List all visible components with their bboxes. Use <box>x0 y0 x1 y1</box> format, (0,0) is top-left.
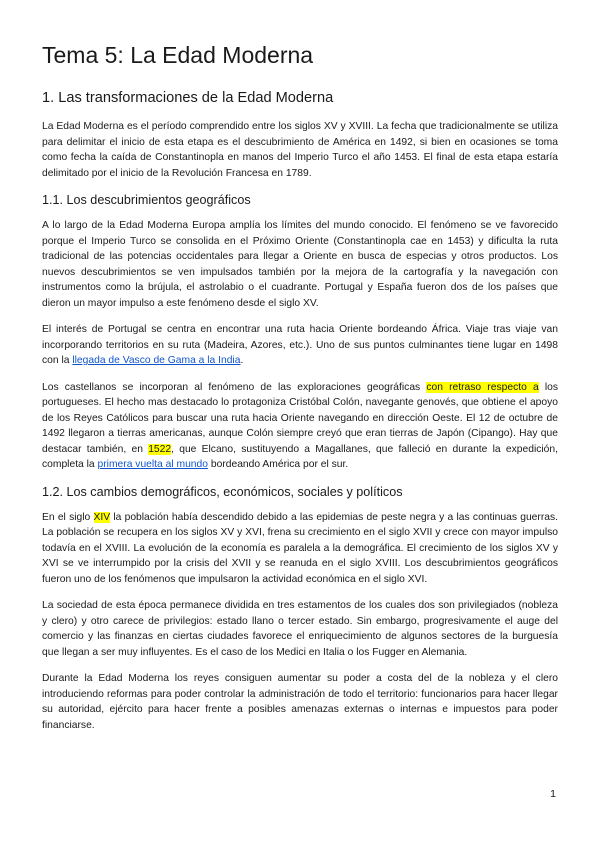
subsection-heading-changes: 1.2. Los cambios demográficos, económicos, sociales y políticos <box>42 484 403 499</box>
discoveries-paragraph-1: A lo largo de la Edad Moderna Europa amplía los límites del mundo conocido. El fenómeno se ve favorecido porque el Imperio Turco se consolida en el Próximo Oriente (Constantinopla cae en 1453) y dificulta la ruta tradicional de las potencias occidentales para llegar a Oriente en busca de especias y otros productos. Los nuevos descubrimientos se ven impulsados también por la mejora de la cartografía y la navegación con instrumentos como la brújula, el astrolabio o el cuadrante. Portugal y España fueron dos de los países que dieron un mayor impulso a este fenómeno desde el siglo XV. <box>42 220 558 309</box>
text: los portugueses. El hecho mas destacado lo protagoniza Cristóbal Colón, navegante genovés, que obtiene el apoyo de los Reyes Católicos para buscar una ruta hacia Oriente navegando en dirección Oeste. El 12 de octubre de 1492 llegaron a tierras americanas, aunque Colón siempre creyó que eran tierras de Japón (Cipango). Hay que destacar también, en <box>42 381 559 455</box>
vasco-de-gama-link[interactable]: llegada de Vasco de Gama a la India <box>72 355 241 366</box>
changes-paragraph-2: La sociedad de esta época permanece dividida en tres estamentos de los cuales dos son privilegiados (nobleza y clero) y otro carece de privilegios: estado llano o tercer estado. Sin embargo, progresivamente el auge del comercio y las finanzas en ciertas ciudades favorece el enriquecimiento de algunos sectores de la burguesía que llegan a ser muy influyentes. Es el caso de los Medici en Italia o los Fugger en Alemania. <box>42 600 558 658</box>
intro-paragraph: La Edad Moderna es el período comprendido entre los siglos XV y XVIII. La fecha que tradicionalmente se utiliza para delimitar el inicio de esta etapa es el descubrimiento de América en 1492, si bien en ocasiones se toma como fecha la caída de Constantinopla en manos del Imperio Turco el año 1453. El final de esta etapa estaría delimitado por el inicio de la Revolución Francesa en 1789. <box>42 121 558 179</box>
section-heading: 1. Las transformaciones de la Edad Moderna <box>42 90 334 106</box>
discoveries-paragraph-2 <box>42 322 558 369</box>
text: El interés de Portugal se centra en encontrar una ruta hacia Oriente bordeando África. Viaje tras viaje van incorporando territorios en su ruta (Madeira, Azores, etc.). Uno de sus puntos culminantes tiene lugar en 1498 con la <box>42 324 558 366</box>
page-title: Tema 5: La Edad Moderna <box>42 42 314 68</box>
highlighted-text: con retraso respecto a <box>426 381 539 393</box>
changes-paragraph-3: Durante la Edad Moderna los reyes consiguen aumentar su poder a costa del de la nobleza y el clero introduciendo reformas para poder controlar la administración de todo el territorio: funcionarios para hacer llegar su autoridad, ejército para hacer frente a posibles amenazas externas o internas e impuestos para poder financiarse. <box>42 673 558 731</box>
text: bordeando América por el sur. <box>208 459 349 470</box>
changes-paragraph-1 <box>42 510 558 588</box>
text: . <box>240 355 244 366</box>
discoveries-paragraph-3 <box>42 380 558 473</box>
vuelta-al-mundo-link[interactable]: primera vuelta al mundo <box>97 459 208 470</box>
subsection-heading-discoveries: 1.1. Los descubrimientos geográficos <box>42 193 251 207</box>
text: En el siglo <box>42 511 94 523</box>
page-number: 1 <box>550 788 556 800</box>
highlighted-text: 1522 <box>148 443 172 455</box>
text: Los castellanos se incorporan al fenómeno de las exploraciones geográficas <box>42 381 427 393</box>
highlighted-text: XIV <box>93 511 111 523</box>
text: la población había descendido debido a las epidemias de peste negra y a las continuas guerras. La población se recupera en los siglos XV y XVI, frena su crecimiento en el siglo XVII y crece con mayor impulso todavía en el XVIII. La evolución de la economía es paralela a la demográfica. El crecimiento de los siglos XV y XVI se ve interrumpido por la crisis del XVII y se reanuda en el siglo XVIII. Los descubrimientos geográficos fueron uno de los fenómenos que impulsaron la actividad económica en el siglo XVI. <box>42 511 559 585</box>
text: , que Elcano, sustituyendo a Magallanes, que falleció en durante la expedición, completa la <box>42 443 558 470</box>
